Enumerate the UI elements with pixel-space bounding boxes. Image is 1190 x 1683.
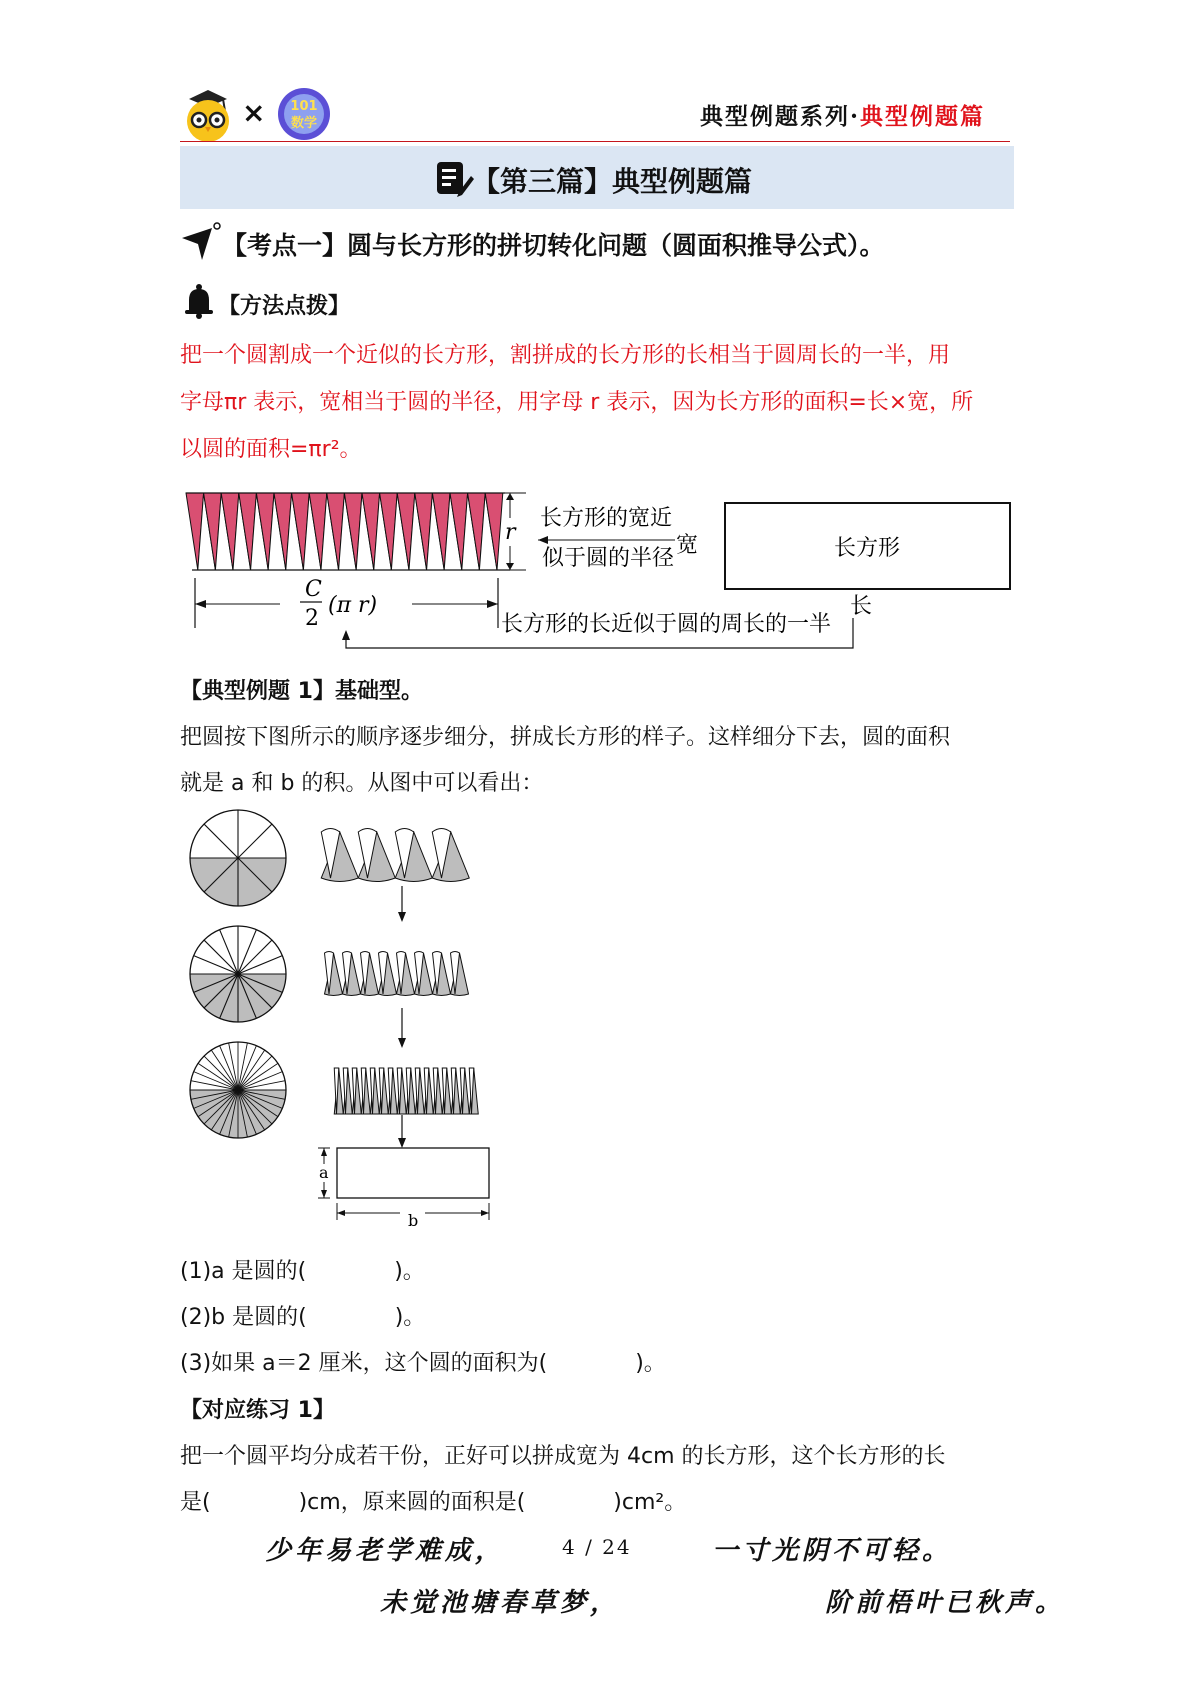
- c-label: C: [305, 577, 322, 602]
- example1-line-2: 就是 a 和 b 的积。从图中可以看出：: [180, 771, 544, 796]
- pi-r-label: (π r): [328, 593, 378, 618]
- radius-line: [204, 1056, 238, 1090]
- bell-icon: [184, 283, 214, 319]
- page-number: 4 / 24: [562, 1535, 632, 1559]
- question-2: (2)b 是圆的( )。: [180, 1305, 426, 1330]
- method-title: 【方法点拨】: [218, 294, 351, 319]
- b-label: b: [408, 1211, 419, 1228]
- section-banner: [180, 146, 1014, 209]
- a-label: a: [319, 1163, 329, 1182]
- radius-line: [204, 940, 238, 974]
- example1-title: 【典型例题 1】基础型。: [180, 679, 423, 704]
- divided-circles: [190, 810, 286, 1138]
- banner-title: 【第三篇】典型例题篇: [471, 165, 752, 198]
- practice1-title: 【对应练习 1】: [180, 1398, 335, 1423]
- width-note-line-1: 长方形的宽近: [540, 506, 673, 531]
- subdivision-diagram: [180, 808, 510, 1228]
- series-title: [700, 98, 985, 131]
- two-label: 2: [305, 606, 319, 631]
- series-title-main: 典型例题系列·: [699, 103, 860, 130]
- poem-line-1: 少年易老学难成，: [265, 1536, 506, 1566]
- width-note-line-2: 似于圆的半径: [542, 546, 675, 571]
- series-title-highlight: 典型例题篇: [860, 103, 985, 130]
- times-symbol: ×: [242, 96, 266, 129]
- radius-line: [238, 824, 272, 858]
- 101-math-logo: [276, 86, 332, 142]
- radius-line: [238, 1056, 272, 1090]
- header-divider: [180, 141, 1010, 142]
- question-1: (1)a 是圆的( )。: [180, 1259, 425, 1284]
- question-3: (3)如果 a＝2 厘米，这个圆的面积为( )。: [180, 1351, 666, 1376]
- example1-line-1: 把圆按下图所示的顺序逐步细分，拼成长方形的样子。这样细分下去，圆的面积: [180, 725, 951, 750]
- method-line-3: 以圆的面积=πr²。: [180, 437, 362, 462]
- logo-101-text: 101: [290, 99, 318, 114]
- pink-sector-strip: [186, 493, 503, 570]
- final-rectangle: [337, 1148, 489, 1198]
- rect-label: 长方形: [833, 536, 901, 561]
- radius-line: [238, 940, 272, 974]
- circle-to-rectangle-diagram: [180, 488, 1020, 658]
- down-arrow-icon: [398, 1138, 406, 1148]
- radius-line: [204, 824, 238, 858]
- practice1-line-2: 是( )cm，原来圆的面积是( )cm²。: [180, 1490, 687, 1515]
- length-note: 长方形的长近似于圆的周长的一半: [501, 612, 832, 637]
- practice1-line-1: 把一个圆平均分成若干份，正好可以拼成宽为 4cm 的长方形，这个长方形的长: [180, 1444, 946, 1469]
- method-line-1: 把一个圆割成一个近似的长方形，割拼成的长方形的长相当于圆周长的一半，用: [180, 343, 951, 368]
- poem-line-2: 一寸光阴不可轻。: [712, 1536, 953, 1566]
- rearranged-strips: [321, 829, 478, 1115]
- pointer-arrow-icon: [180, 222, 222, 262]
- down-arrow-icon: [398, 912, 406, 922]
- r-label: r: [505, 520, 516, 545]
- width-label: 宽: [676, 533, 699, 558]
- method-line-2: 字母πr 表示，宽相当于圆的半径，用字母 r 表示，因为长方形的面积=长×宽，所: [180, 390, 974, 415]
- poem-line-4: 阶前梧叶已秋声。: [825, 1588, 1066, 1618]
- owl-logo-icon: [183, 87, 233, 143]
- length-label: 长: [850, 594, 873, 619]
- down-arrow-icon: [398, 1038, 406, 1048]
- logo-math-text: 数学: [290, 116, 318, 131]
- kaodian-title: 【考点一】圆与长方形的拼切转化问题（圆面积推导公式）。: [222, 231, 885, 260]
- poem-line-3: 未觉池塘春草梦，: [380, 1588, 621, 1618]
